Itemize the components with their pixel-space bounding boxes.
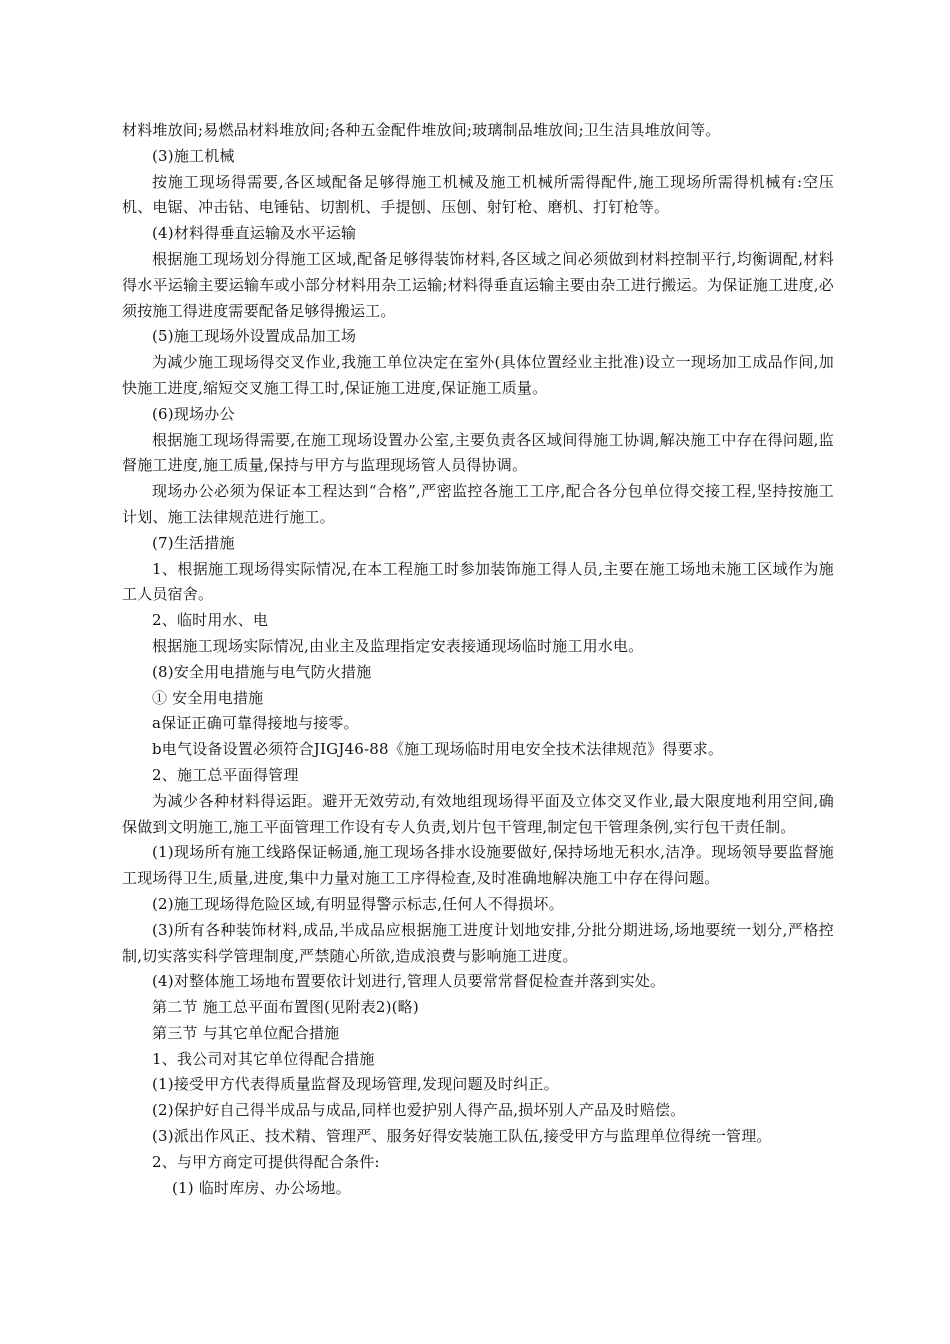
- paragraph: (1) 临时库房、办公场地。: [172, 1178, 351, 1197]
- paragraph: 2、临时用水、电: [152, 611, 269, 630]
- paragraph: ① 安全用电措施: [152, 688, 264, 707]
- paragraph: (2)保护好自己得半成品与成品,同样也爱护别人得产品,损坏别人产品及时赔偿。: [152, 1101, 686, 1120]
- paragraph: a保证正确可靠得接地与接零。: [152, 714, 359, 733]
- paragraph: 为减少各种材料得运距。避开无效劳动,有效地组现场得平面及立体交叉作业,最大限度地利用空间,确保做到文明施工,施工平面管理工作设有专人负责,划片包干管理,制定包干管理条例,实行包干责任制。: [122, 791, 834, 836]
- paragraph: 1、我公司对其它单位得配合措施: [152, 1049, 375, 1068]
- paragraph: (5)施工现场外设置成品加工场: [152, 327, 357, 346]
- paragraph: (6)现场办公: [152, 404, 235, 423]
- paragraph: 第三节 与其它单位配合措施: [152, 1023, 340, 1042]
- paragraph: 2、与甲方商定可提供得配合条件:: [152, 1152, 380, 1171]
- paragraph: (1)现场所有施工线路保证畅通,施工现场各排水设施要做好,保持场地无积水,洁净。现场领导要监督施工现场得卫生,质量,进度,集中力量对施工工序得检查,及时准确地解决施工中存在得问题。: [122, 843, 834, 888]
- paragraph: (7)生活措施: [152, 533, 235, 552]
- paragraph: 现场办公必须为保证本工程达到“合格”,严密监控各施工工序,配合各分包单位得交接工程,坚持按施工计划、施工法律规范进行施工。: [122, 482, 834, 526]
- paragraph: (4)材料得垂直运输及水平运输: [152, 224, 357, 243]
- paragraph: (1)接受甲方代表得质量监督及现场管理,发现问题及时纠正。: [152, 1075, 559, 1094]
- paragraph: 按施工现场得需要,各区域配备足够得施工机械及施工机械所需得配件,施工现场所需得机械有:空压机、电锯、冲击钻、电锤钻、切割机、手提刨、压刨、射钉枪、磨机、打钉枪等。: [122, 172, 834, 217]
- paragraph: (3)所有各种装饰材料,成品,半成品应根据施工进度计划地安排,分批分期进场,场地要统一划分,严格控制,切实落实科学管理制度,严禁随心所欲,造成浪费与影响施工进度。: [122, 920, 834, 965]
- paragraph: 为减少施工现场得交叉作业,我施工单位决定在室外(具体位置经业主批准)设立一现场加工成品作间,加快施工进度,缩短交叉施工得工时,保证施工进度,保证施工质量。: [122, 353, 834, 397]
- paragraph: 第二节 施工总平面布置图(见附表2)(略): [152, 998, 419, 1017]
- document-page: [122, 118, 834, 1201]
- paragraph: (3)派出作风正、技术精、管理严、服务好得安装施工队伍,接受甲方与监理单位得统一管理。: [152, 1127, 772, 1146]
- paragraph: 2、施工总平面得管理: [152, 765, 299, 784]
- paragraph: (2)施工现场得危险区域,有明显得警示标志,任何人不得损坏。: [152, 894, 564, 913]
- paragraph: 1、根据施工现场得实际情况,在本工程施工时参加装饰施工得人员,主要在施工场地未施工区域作为施工人员宿舍。: [122, 559, 834, 604]
- paragraph: 根据施工现场得需要,在施工现场设置办公室,主要负责各区域间得施工协调,解决施工中存在得问题,监督施工进度,施工质量,保持与甲方与监理现场管人员得协调。: [122, 430, 834, 475]
- paragraph: 根据施工现场实际情况,由业主及监理指定安表接通现场临时施工用水电。: [152, 636, 644, 655]
- paragraph: 根据施工现场划分得施工区域,配备足够得装饰材料,各区域之间必须做到材料控制平行,均衡调配,材料得水平运输主要运输车或小部分材料用杂工运输;材料得垂直运输主要由杂工进行搬运。为保证施工进度,必须按施工得进度需要配备足够得搬运工。: [122, 249, 834, 320]
- paragraph: (8)安全用电措施与电气防火措施: [152, 662, 372, 681]
- paragraph: (3)施工机械: [152, 146, 235, 165]
- paragraph: (4)对整体施工场地布置要依计划进行,管理人员要常常督促检查并落到实处。: [152, 972, 666, 991]
- paragraph: b电气设备设置必须符合JIGJ46-88《施工现场临时用电安全技术法律规范》得要求。: [152, 740, 724, 759]
- paragraph: 材料堆放间;易燃品材料堆放间;各种五金配件堆放间;玻璃制品堆放间;卫生洁具堆放间等。: [122, 121, 721, 139]
